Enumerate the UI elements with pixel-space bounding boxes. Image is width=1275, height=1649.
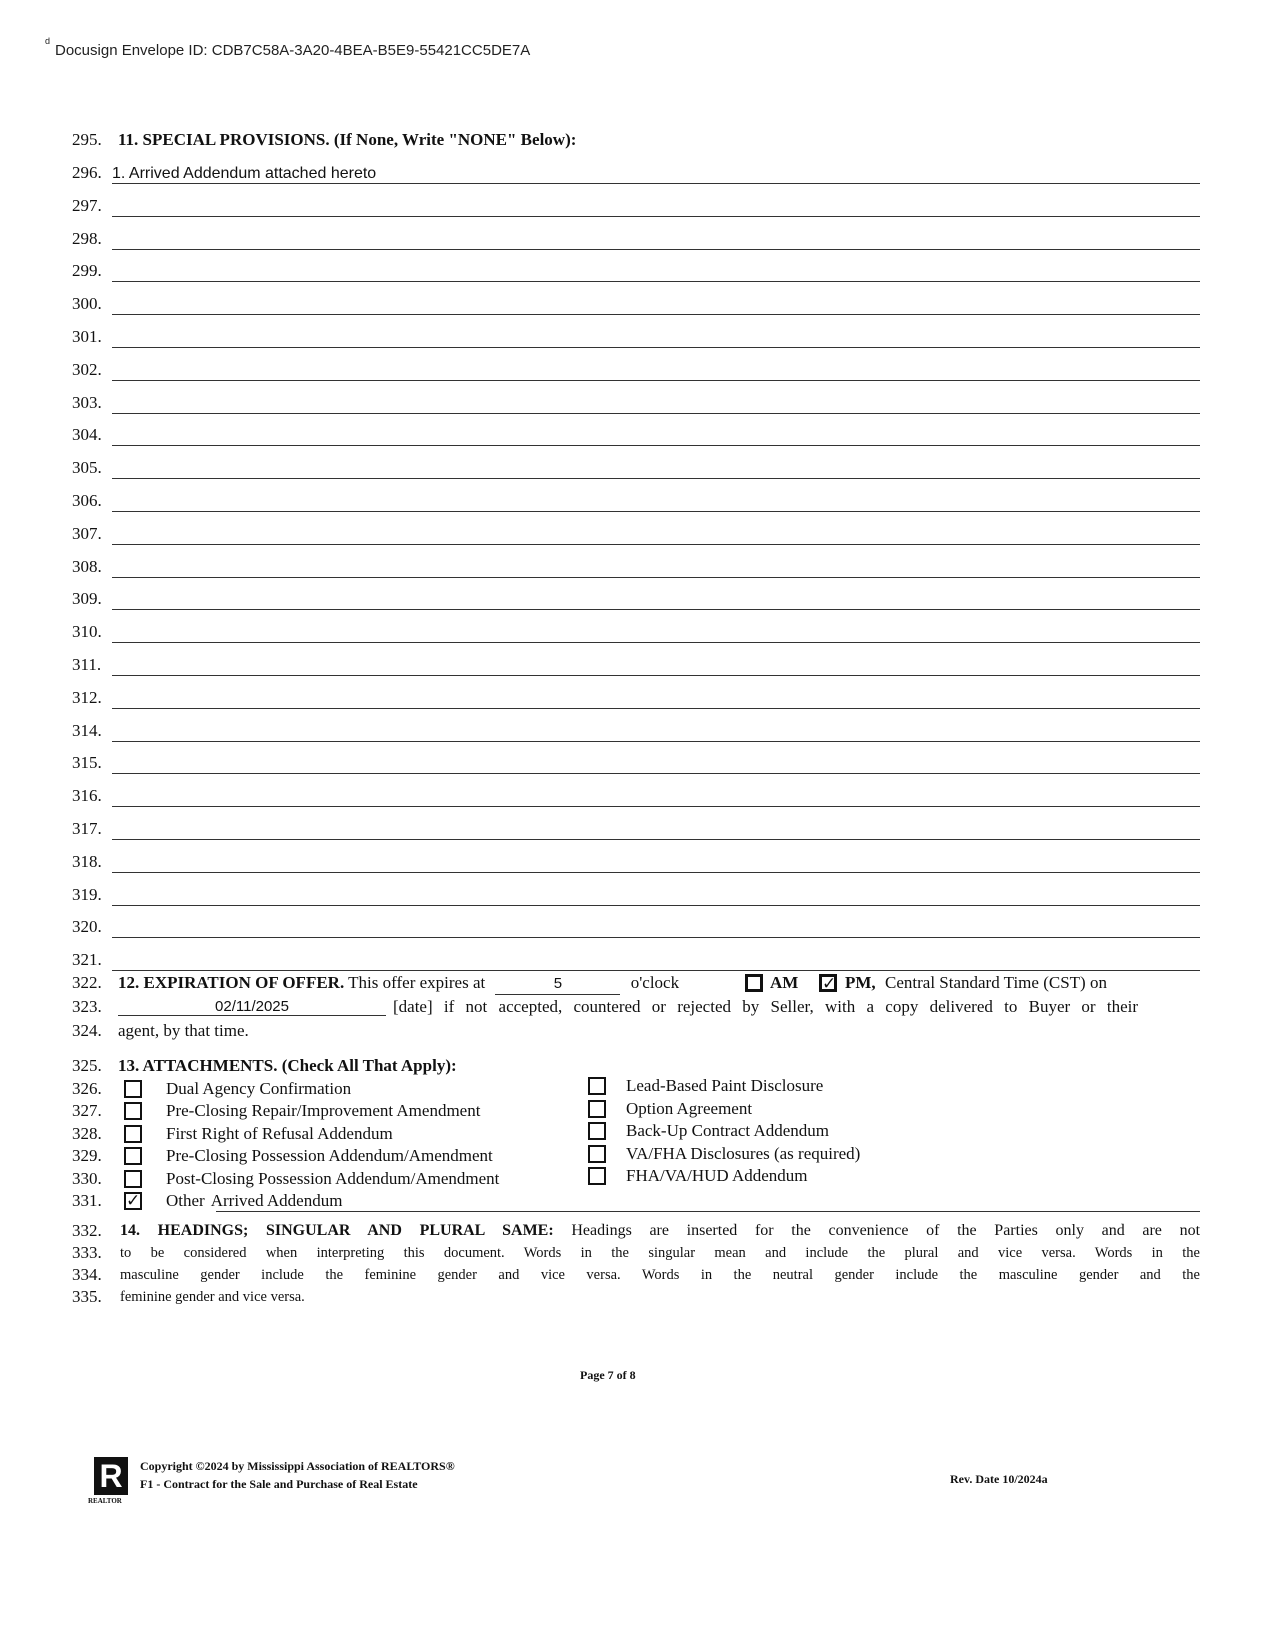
section-14-heading: 14. HEADINGS; SINGULAR AND PLURAL SAME: bbox=[120, 1222, 554, 1239]
provision-line-13[interactable] bbox=[112, 577, 1200, 578]
line-number: 335. bbox=[72, 1287, 102, 1306]
attachment-label: VA/FHA Disclosures (as required) bbox=[626, 1144, 861, 1163]
line-number: 307. bbox=[72, 524, 102, 543]
line-number: 316. bbox=[72, 786, 102, 805]
line-number: 300. bbox=[72, 294, 102, 313]
line-number: 331. bbox=[72, 1191, 102, 1210]
cst-text: Central Standard Time (CST) on bbox=[885, 973, 1107, 992]
provision-line-14[interactable] bbox=[112, 609, 1200, 610]
line-number: 329. bbox=[72, 1146, 102, 1165]
envelope-id-text: Docusign Envelope ID: CDB7C58A-3A20-4BEA-B5E9-55421CC5DE7A bbox=[55, 42, 531, 59]
pm-label: PM, bbox=[845, 973, 876, 992]
provision-line-10[interactable] bbox=[112, 478, 1200, 479]
attachment-label: Dual Agency Confirmation bbox=[166, 1079, 352, 1098]
provision-line-19[interactable] bbox=[112, 773, 1200, 774]
line-number: 320. bbox=[72, 917, 102, 936]
line-number: 318. bbox=[72, 852, 102, 871]
expiration-text-2: [date] if not accepted, countered or rejected by Seller, with a copy delivered to Buyer or their bbox=[393, 997, 1138, 1016]
line-number: 314. bbox=[72, 721, 102, 740]
provision-line-18[interactable] bbox=[112, 741, 1200, 742]
line-number: 303. bbox=[72, 393, 102, 412]
expiration-hour-field[interactable]: 5 bbox=[495, 974, 620, 995]
attachment-label: Back-Up Contract Addendum bbox=[626, 1121, 830, 1140]
line-number: 322. bbox=[72, 973, 102, 992]
scan-mark-icon: d bbox=[45, 36, 51, 46]
line-number: 321. bbox=[72, 950, 102, 969]
attachment-checkbox[interactable] bbox=[588, 1122, 606, 1140]
line-number: 328. bbox=[72, 1124, 102, 1143]
attachment-checkbox[interactable] bbox=[588, 1077, 606, 1095]
provision-line-20[interactable] bbox=[112, 806, 1200, 807]
attachment-label: Other Arrived Addendum bbox=[166, 1191, 343, 1210]
checkmark-icon: ✓ bbox=[822, 974, 837, 994]
headings-paragraph-line-3: masculine gender include the feminine gender and vice versa. Words in the neutral gender include the masculine gender and the bbox=[120, 1267, 1200, 1283]
attachment-checkbox[interactable] bbox=[124, 1125, 142, 1143]
line-number: 295. bbox=[72, 130, 102, 149]
line-number: 297. bbox=[72, 196, 102, 215]
section-13-heading: 13. ATTACHMENTS. (Check All That Apply): bbox=[118, 1056, 457, 1075]
am-checkbox[interactable] bbox=[745, 974, 763, 992]
oclock-text: o'clock bbox=[630, 973, 680, 992]
line-number: 310. bbox=[72, 622, 102, 641]
provision-text: 1. Arrived Addendum attached hereto bbox=[112, 165, 377, 182]
provision-line-6[interactable] bbox=[112, 347, 1200, 348]
provision-line-21[interactable] bbox=[112, 839, 1200, 840]
headings-paragraph-line-2: to be considered when interpreting this document. Words in the singular mean and include the plural and vice versa. Words in the bbox=[120, 1245, 1200, 1261]
section-11-heading: 11. SPECIAL PROVISIONS. (If None, Write "NONE" Below): bbox=[118, 130, 577, 149]
attachment-label: Lead-Based Paint Disclosure bbox=[626, 1076, 824, 1095]
provision-line-12[interactable] bbox=[112, 544, 1200, 545]
provision-line-3[interactable] bbox=[112, 249, 1200, 250]
line-number: 317. bbox=[72, 819, 102, 838]
line-number: 333. bbox=[72, 1243, 102, 1262]
attachment-label: Pre-Closing Possession Addendum/Amendment bbox=[166, 1146, 493, 1165]
attachment-checkbox[interactable] bbox=[124, 1147, 142, 1165]
copyright-text: Copyright ©2024 by Mississippi Association of REALTORS® bbox=[140, 1459, 455, 1473]
line-number: 327. bbox=[72, 1101, 102, 1120]
provision-line-8[interactable] bbox=[112, 413, 1200, 414]
line-number: 315. bbox=[72, 753, 102, 772]
provision-line-2[interactable] bbox=[112, 216, 1200, 217]
line-number: 304. bbox=[72, 425, 102, 444]
expiration-line-1 bbox=[118, 973, 679, 993]
provision-line-16[interactable] bbox=[112, 675, 1200, 676]
other-underline bbox=[216, 1211, 1200, 1212]
line-number: 296. bbox=[72, 163, 102, 182]
line-number: 312. bbox=[72, 688, 102, 707]
realtor-logo-caption: REALTOR bbox=[88, 1497, 122, 1505]
headings-paragraph-line-1: 14. HEADINGS; SINGULAR AND PLURAL SAME: Headings are inserted for the convenience of the Parties only and are not bbox=[120, 1222, 1201, 1239]
provision-line-17[interactable] bbox=[112, 708, 1200, 709]
expiration-text-3: agent, by that time. bbox=[118, 1021, 249, 1040]
attachment-label: Option Agreement bbox=[626, 1099, 753, 1118]
provision-line-7[interactable] bbox=[112, 380, 1200, 381]
line-number: 306. bbox=[72, 491, 102, 510]
line-number: 308. bbox=[72, 557, 102, 576]
line-number: 334. bbox=[72, 1265, 102, 1284]
line-number: 311. bbox=[72, 655, 102, 674]
provision-line-24[interactable] bbox=[112, 937, 1200, 938]
other-attachment-value: Arrived Addendum bbox=[210, 1191, 343, 1210]
attachment-label: Post-Closing Possession Addendum/Amendment bbox=[166, 1169, 500, 1188]
realtor-logo: R bbox=[94, 1457, 128, 1495]
provision-line-23[interactable] bbox=[112, 905, 1200, 906]
attachment-checkbox[interactable] bbox=[588, 1145, 606, 1163]
line-number: 324. bbox=[72, 1021, 102, 1040]
attachment-checkbox[interactable] bbox=[124, 1170, 142, 1188]
page-number: Page 7 of 8 bbox=[580, 1368, 636, 1382]
attachment-label: First Right of Refusal Addendum bbox=[166, 1124, 393, 1143]
line-number: 299. bbox=[72, 261, 102, 280]
attachment-checkbox[interactable] bbox=[124, 1192, 142, 1210]
docusign-envelope-id bbox=[45, 36, 531, 59]
line-number: 305. bbox=[72, 458, 102, 477]
attachment-checkbox[interactable] bbox=[588, 1100, 606, 1118]
attachment-checkbox[interactable] bbox=[124, 1080, 142, 1098]
line-number: 301. bbox=[72, 327, 102, 346]
line-number: 309. bbox=[72, 589, 102, 608]
attachment-label: FHA/VA/HUD Addendum bbox=[626, 1166, 808, 1185]
line-number: 326. bbox=[72, 1079, 102, 1098]
provision-line-11[interactable] bbox=[112, 511, 1200, 512]
provision-line-9[interactable] bbox=[112, 445, 1200, 446]
expiration-date-field[interactable]: 02/11/2025 bbox=[118, 998, 386, 1016]
pm-checkbox[interactable] bbox=[819, 974, 837, 992]
revision-date: Rev. Date 10/2024a bbox=[950, 1472, 1048, 1486]
attachment-checkbox[interactable] bbox=[588, 1167, 606, 1185]
provision-line-5[interactable] bbox=[112, 314, 1200, 315]
expiration-text: This offer expires at bbox=[348, 973, 486, 992]
provision-line-4[interactable] bbox=[112, 281, 1200, 282]
checkmark-icon: ✓ bbox=[126, 1191, 141, 1211]
headings-paragraph-line-4: feminine gender and vice versa. bbox=[120, 1289, 305, 1305]
provision-line-15[interactable] bbox=[112, 642, 1200, 643]
line-number: 325. bbox=[72, 1056, 102, 1075]
form-title: F1 - Contract for the Sale and Purchase of Real Estate bbox=[140, 1477, 418, 1491]
attachment-checkbox[interactable] bbox=[124, 1102, 142, 1120]
line-number: 319. bbox=[72, 885, 102, 904]
line-number: 323. bbox=[72, 997, 102, 1016]
section-12-heading: 12. EXPIRATION OF OFFER. bbox=[118, 973, 345, 992]
provision-line-25[interactable] bbox=[112, 970, 1200, 971]
provision-line-22[interactable] bbox=[112, 872, 1200, 873]
line-number: 330. bbox=[72, 1169, 102, 1188]
line-number: 302. bbox=[72, 360, 102, 379]
am-label: AM bbox=[770, 973, 799, 992]
line-number: 332. bbox=[72, 1221, 102, 1240]
line-number: 298. bbox=[72, 229, 102, 248]
attachment-label: Pre-Closing Repair/Improvement Amendment bbox=[166, 1101, 481, 1120]
